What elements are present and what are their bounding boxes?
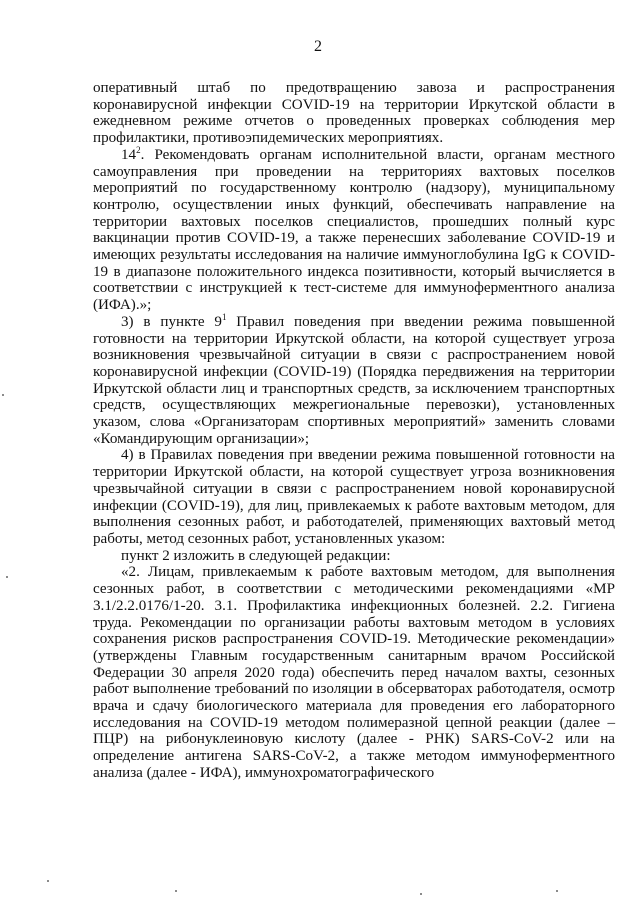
paragraph-text: пункт 2 изложить в следующей редакции: bbox=[121, 547, 391, 564]
paragraph-continuation bbox=[93, 80, 615, 147]
paragraph-text: «2. Лицам, привлекаемым к работе вахтовым методом, для выполнения сезонных работ, в соответствии с методическими рекомендациями «МР 3.1/2.2.0176/1-20. 3.1. Профилактика инфекционных болезней. 2.2. Гигиена труда. Рекомендации по организации работы вахтовым методом в условиях сохранения рисков распространения COVID-19. Методические рекомендации» (утверждены Главным государственным санитарным врачом Российской Федерации 30 апреля 2020 года) обеспечить перед началом вахты, сезонных работ выполнение требований по изоляции в обсерваторах работодателя, осмотр врача и сдачу биологического материала для проведения его лабораторного исследования на COVID-19 методом полимеразной цепной реакции (далее – ПЦР) на рибонуклеиновую кислоту (далее - РНК) SARS-CoV-2 или на определение антигена SARS-CoV-2, а также методом иммуноферментного анализа (далее - ИФА), иммунохроматографического bbox=[93, 564, 615, 781]
paragraph-text: 4) в Правилах поведения при введении режима повышенной готовности на территории Иркутской области, на которой существует угроза возникновения чрезвычайной ситуации в связи с распространением новой коронавирусной инфекции (COVID-19), для лиц, привлекаемых к работе вахтовым методом, для выполнения сезонных работ, и работодателей, применяющих вахтовый метод работы, метод сезонных работ, установленных указом: bbox=[93, 447, 615, 547]
scan-speck bbox=[175, 890, 177, 892]
paragraph-item-14-2 bbox=[93, 144, 615, 314]
scan-speck bbox=[6, 576, 8, 578]
paragraph-item-4 bbox=[93, 447, 615, 547]
scan-speck bbox=[420, 893, 422, 895]
paragraph-point-2-intro bbox=[93, 548, 615, 565]
paragraph-lead: 3) в пункте 9 bbox=[121, 313, 222, 330]
scan-speck bbox=[2, 394, 4, 396]
item-number: 14 bbox=[121, 146, 137, 163]
clause-superscript: 1 bbox=[221, 311, 227, 322]
scan-speck bbox=[556, 890, 558, 892]
paragraph-item-3 bbox=[93, 311, 615, 448]
scan-speck bbox=[47, 880, 49, 882]
paragraph-text: оперативный штаб по предотвращению завоза и распространения коронавирусной инфекции COVID-19 на территории Иркутской области в ежедневном режиме отчетов о проведенных проверках соблюдения мер профилактики, противоэпидемических мероприятиях. bbox=[93, 80, 615, 147]
item-number-superscript: 2 bbox=[136, 144, 141, 155]
paragraph-text: . Рекомендовать органам исполнительной власти, органам местного самоуправления при проведении на территориях вахтовых поселков мероприятий по государственному контролю (надзору), муниципальному контролю, осуществлении иных функций, обеспечивать направление на территории вахтовых поселков специалистов, прошедших полный курс вакцинации против COVID-19, а также перенесших заболевание COVID-19 и имеющих результаты исследования на наличие иммуноглобулина IgG к COVID-19 в диапазоне положительного индекса позитивности, который вычисляется в соответствии с инструкцией к тест-системе для иммуноферментного анализа (ИФА).»; bbox=[93, 146, 615, 314]
page-number: 2 bbox=[314, 38, 322, 55]
paragraph-point-2-text bbox=[93, 564, 615, 781]
paragraph-text: Правил поведения при введении режима повышенной готовности на территории Иркутской области, на которой существует угроза возникновения чрезвычайной ситуации в связи с распространением новой коронавирусной инфекции (COVID-19) (Порядка передвижения на территории Иркутской области лиц и транспортных средств, за исключением транспортных средств, осуществляющих межрегиональные перевозки), установленных указом, слова «Организаторам спортивных мероприятий» заменить словами «Командирующим организации»; bbox=[93, 313, 615, 447]
document-body bbox=[93, 80, 615, 782]
